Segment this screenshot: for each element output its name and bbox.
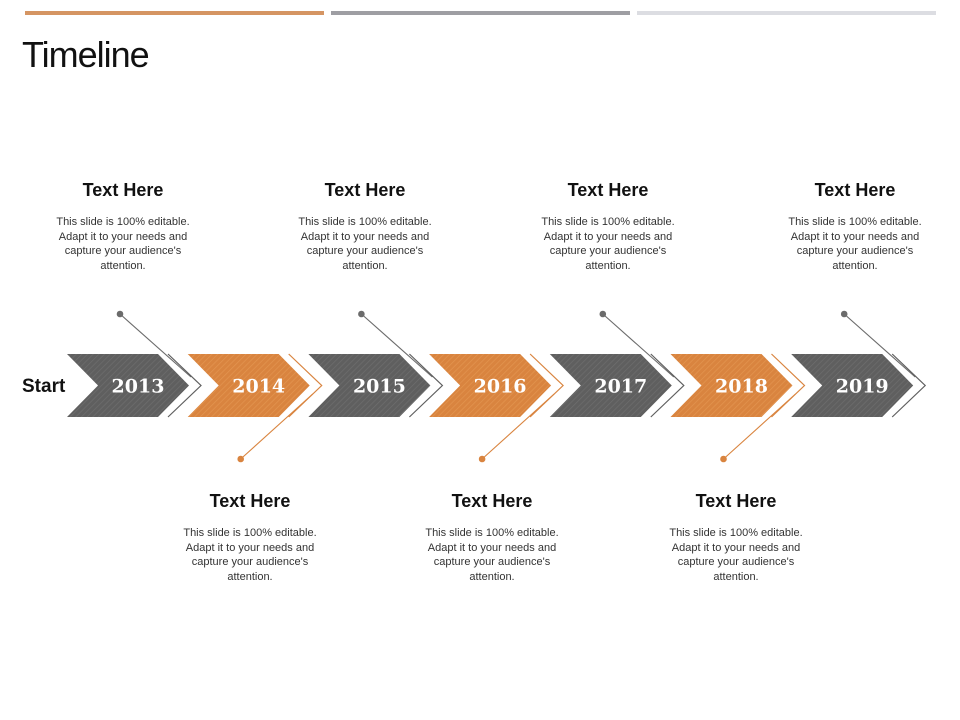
card-top-4 [775,180,935,273]
connector-dot [720,456,727,463]
card-top-2 [285,180,445,273]
card-heading: Text Here [82,180,164,200]
connector-dot [358,311,365,318]
card-body: This slide is 100% editable. Adapt it to your needs and capture your audience's attention. [183,527,317,583]
card-bottom-1 [170,491,330,584]
card-body: This slide is 100% editable. Adapt it to your needs and capture your audience's attention. [425,527,559,583]
year-label-2015: 2015 [352,375,406,398]
connector-dot [600,311,607,318]
card-heading: Text Here [814,180,896,200]
page-title: Timeline [22,34,149,75]
card-bottom-2 [412,491,572,584]
card-body: This slide is 100% editable. Adapt it to your needs and capture your audience's attention. [788,216,922,272]
card-bottom-3 [656,491,816,584]
card-heading: Text Here [209,491,291,511]
card-body: This slide is 100% editable. Adapt it to your needs and capture your audience's attention. [669,527,803,583]
year-label-2017: 2017 [594,375,648,398]
card-body: This slide is 100% editable. Adapt it to your needs and capture your audience's attention. [298,216,432,272]
year-label-2013: 2013 [111,375,165,398]
card-heading: Text Here [451,491,533,511]
card-heading: Text Here [567,180,649,200]
year-label-2019: 2019 [835,375,889,398]
card-body: This slide is 100% editable. Adapt it to your needs and capture your audience's attention. [56,216,190,272]
start-label: Start [22,376,66,397]
connector-dot [237,456,244,463]
connector-dot [841,311,848,318]
card-top-3 [528,180,688,273]
year-label-2014: 2014 [232,375,286,398]
card-heading: Text Here [324,180,406,200]
card-top-1 [43,180,203,273]
year-label-2018: 2018 [715,375,768,398]
connector-dot [479,456,486,463]
connector-dot [117,311,124,318]
year-label-2016: 2016 [473,375,527,398]
card-body: This slide is 100% editable. Adapt it to your needs and capture your audience's attention. [541,216,675,272]
card-heading: Text Here [695,491,777,511]
